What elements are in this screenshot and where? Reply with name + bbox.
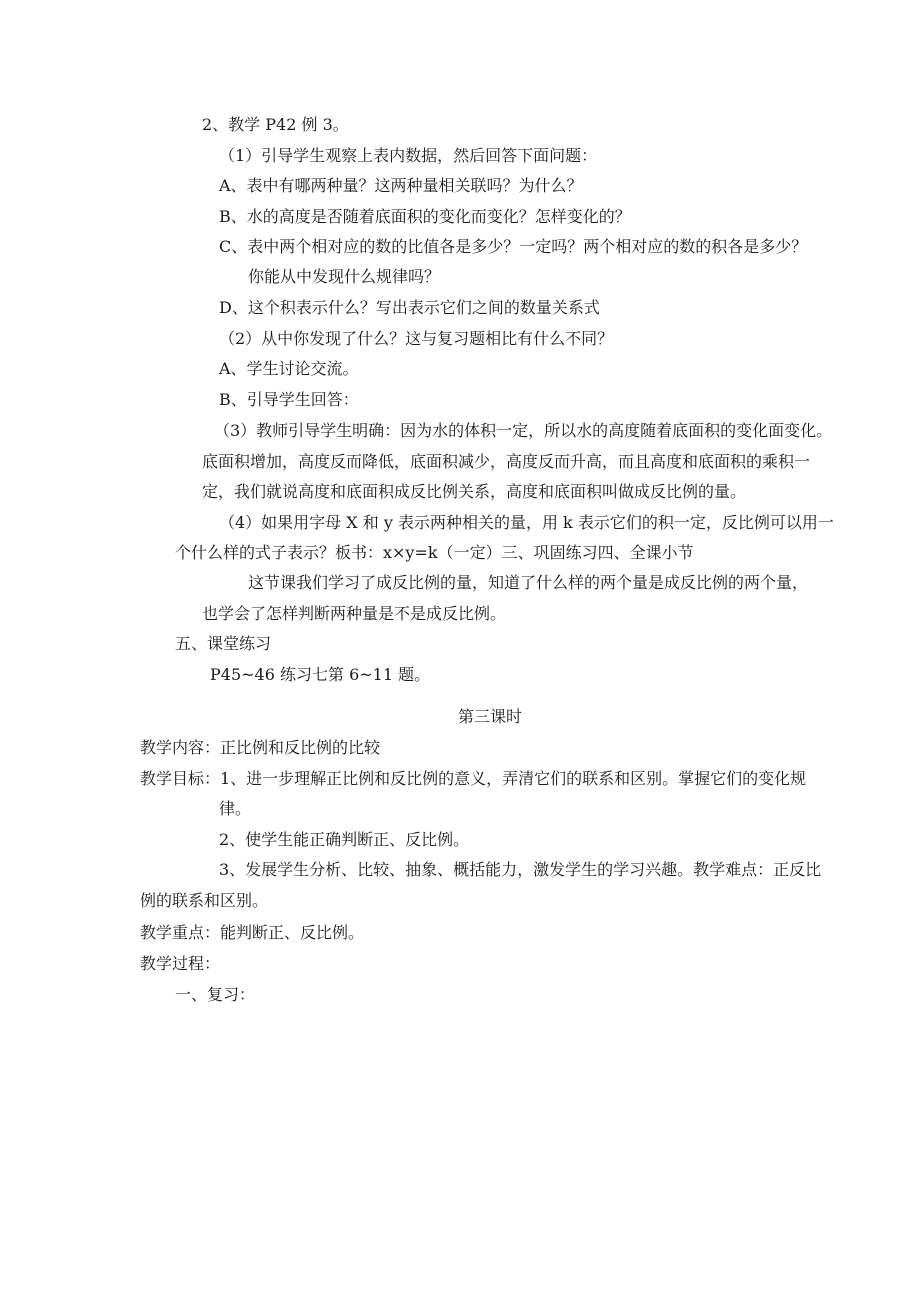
text-line: B、引导学生回答： — [219, 390, 359, 409]
text-line: 2、教学 P42 例 3。 — [202, 115, 349, 134]
text-line: 这节课我们学习了成反比例的量，知道了什么样的两个量是成反比例的两个量， — [248, 573, 809, 592]
text-line: 你能从中发现什么规律吗？ — [248, 267, 441, 286]
text-line: A、表中有哪两种量？这两种量相关联吗？为什么？ — [219, 176, 583, 195]
text-line: （3）教师引导学生明确：因为水的体积一定，所以水的高度随着底面积的变化面变化。 — [214, 421, 833, 440]
text-line: （1）引导学生观察上表内数据，然后回答下面问题： — [219, 146, 598, 165]
text-line: 五、课堂练习 — [175, 634, 272, 653]
text-line: 一、复习： — [175, 985, 256, 1004]
text-line: 也学会了怎样判断两种量是不是成反比例。 — [202, 604, 507, 623]
text-line: P45~46 练习七第 6~11 题。 — [210, 665, 431, 684]
section-title: 第三课时 — [458, 707, 523, 726]
text-line: C、表中两个相对应的数的比值各是多少？一定吗？两个相对应的数的积各是多少？ — [219, 237, 808, 256]
text-line: 例的联系和区别。 — [140, 891, 269, 910]
text-line: B、水的高度是否随着底面积的变化而变化？怎样变化的？ — [219, 207, 631, 226]
text-line: 教学重点：能判断正、反比例。 — [140, 923, 365, 942]
text-line: 教学目标：1、进一步理解正比例和反比例的意义，弄清它们的联系和区别。掌握它们的变化规 — [140, 769, 807, 788]
text-line: D、这个积表示什么？写出表示它们之间的数量关系式 — [219, 298, 600, 317]
text-line: 律。 — [219, 799, 252, 818]
text-line: 2、使学生能正确判断正、反比例。 — [219, 830, 470, 849]
text-line: 个什么样的式子表示？板书：x×y=k（一定）三、巩固练习四、全课小节 — [175, 543, 694, 562]
text-line: 教学过程： — [140, 954, 221, 973]
text-line: A、学生讨论交流。 — [219, 359, 359, 378]
text-line: 定，我们就说高度和底面积成反比例关系，高度和底面积叫做成反比例的量。 — [202, 482, 747, 501]
text-line: 3、发展学生分析、比较、抽象、概括能力，激发学生的学习兴趣。教学难点：正反比 — [219, 860, 822, 879]
text-line: 底面积增加，高度反而降低，底面积减少，高度反而升高，而且高度和底面积的乘积一 — [202, 452, 811, 471]
text-line: （2）从中你发现了什么？这与复习题相比有什么不同？ — [219, 329, 614, 348]
text-line: （4）如果用字母 X 和 y 表示两种相关的量，用 k 表示它们的积一定，反比例可以用一 — [219, 513, 834, 532]
text-line: 教学内容：正比例和反比例的比较 — [140, 738, 381, 757]
